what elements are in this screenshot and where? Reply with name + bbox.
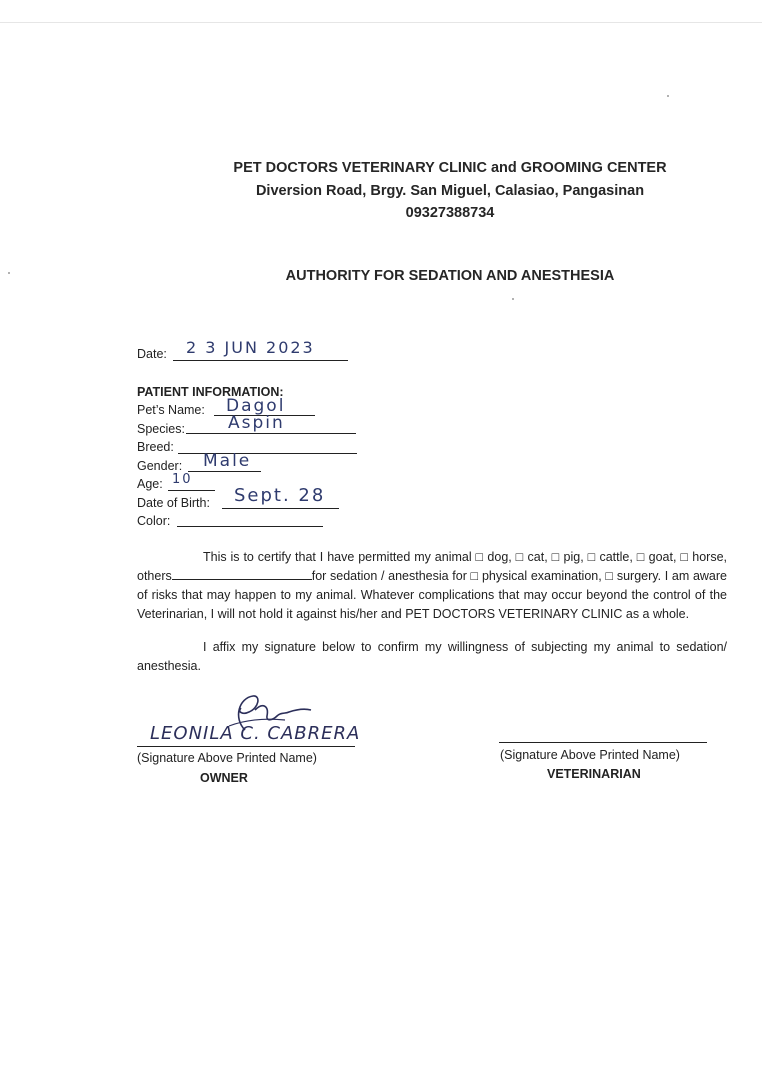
others-blank: [172, 568, 312, 580]
affirmation-paragraph: [137, 638, 727, 676]
dob-value: Sept. 28: [234, 485, 326, 506]
vet-signature-line: [499, 742, 707, 743]
dob-line: [222, 508, 339, 509]
patient-info-heading: PATIENT INFORMATION:: [137, 385, 284, 399]
vet-signature-caption: (Signature Above Printed Name): [500, 748, 680, 762]
date-line: [173, 360, 348, 361]
species-line: [186, 433, 356, 434]
gender-value: Male: [203, 451, 252, 471]
dob-label: Date of Birth:: [137, 496, 210, 510]
vet-role: VETERINARIAN: [547, 767, 641, 781]
clinic-address: Diversion Road, Brgy. San Miguel, Calasiao, Pangasinan: [255, 183, 645, 199]
owner-signature-line: [137, 746, 355, 747]
owner-role: OWNER: [200, 771, 248, 785]
species-label: Species:: [137, 422, 185, 436]
clinic-name: PET DOCTORS VETERINARY CLINIC and GROOMING CENTER: [233, 160, 667, 176]
gender-label: Gender:: [137, 459, 183, 473]
breed-label: Breed:: [137, 440, 174, 454]
date-label: Date:: [137, 347, 167, 361]
age-label: Age:: [137, 477, 163, 491]
date-value: 2 3 JUN 2023: [186, 338, 315, 357]
age-line: [168, 490, 215, 491]
scan-speck: [512, 298, 514, 300]
species-value: Aspin: [228, 413, 285, 433]
consent-text-part1: This is to certify that I have permitted my animal □ dog, □ cat, □ pig, □ cattle, □ goat, □ horse, others: [137, 550, 727, 583]
age-value: 10: [172, 472, 193, 487]
scan-edge: [0, 22, 762, 23]
document-title: AUTHORITY FOR SEDATION AND ANESTHESIA: [285, 268, 615, 284]
pet-name-value: Dagol: [226, 396, 286, 416]
owner-signature-caption: (Signature Above Printed Name): [137, 751, 317, 765]
color-line: [177, 526, 323, 527]
consent-paragraph: [137, 548, 727, 624]
consent-text-part2: for sedation / anesthesia for □ physical examination, □ surgery. I am aware of risks that may happen to my animal. Whatever complications that may occur beyond the control of the Veterinarian, I will not hold it against his/her and PET DOCTORS VETERINARY CLINIC as a whole.: [137, 569, 727, 621]
scan-speck: [667, 95, 669, 97]
gender-line: [188, 471, 261, 472]
pet-name-label: Pet’s Name:: [137, 403, 205, 417]
affirmation-text: I affix my signature below to confirm my willingness of subjecting my animal to sedation/ anesthesia.: [137, 640, 727, 673]
scan-speck: [8, 272, 10, 274]
owner-printed-name: LEONILA C. CABRERA: [150, 723, 361, 744]
clinic-phone: 09327388734: [405, 205, 495, 221]
color-label: Color:: [137, 514, 171, 528]
